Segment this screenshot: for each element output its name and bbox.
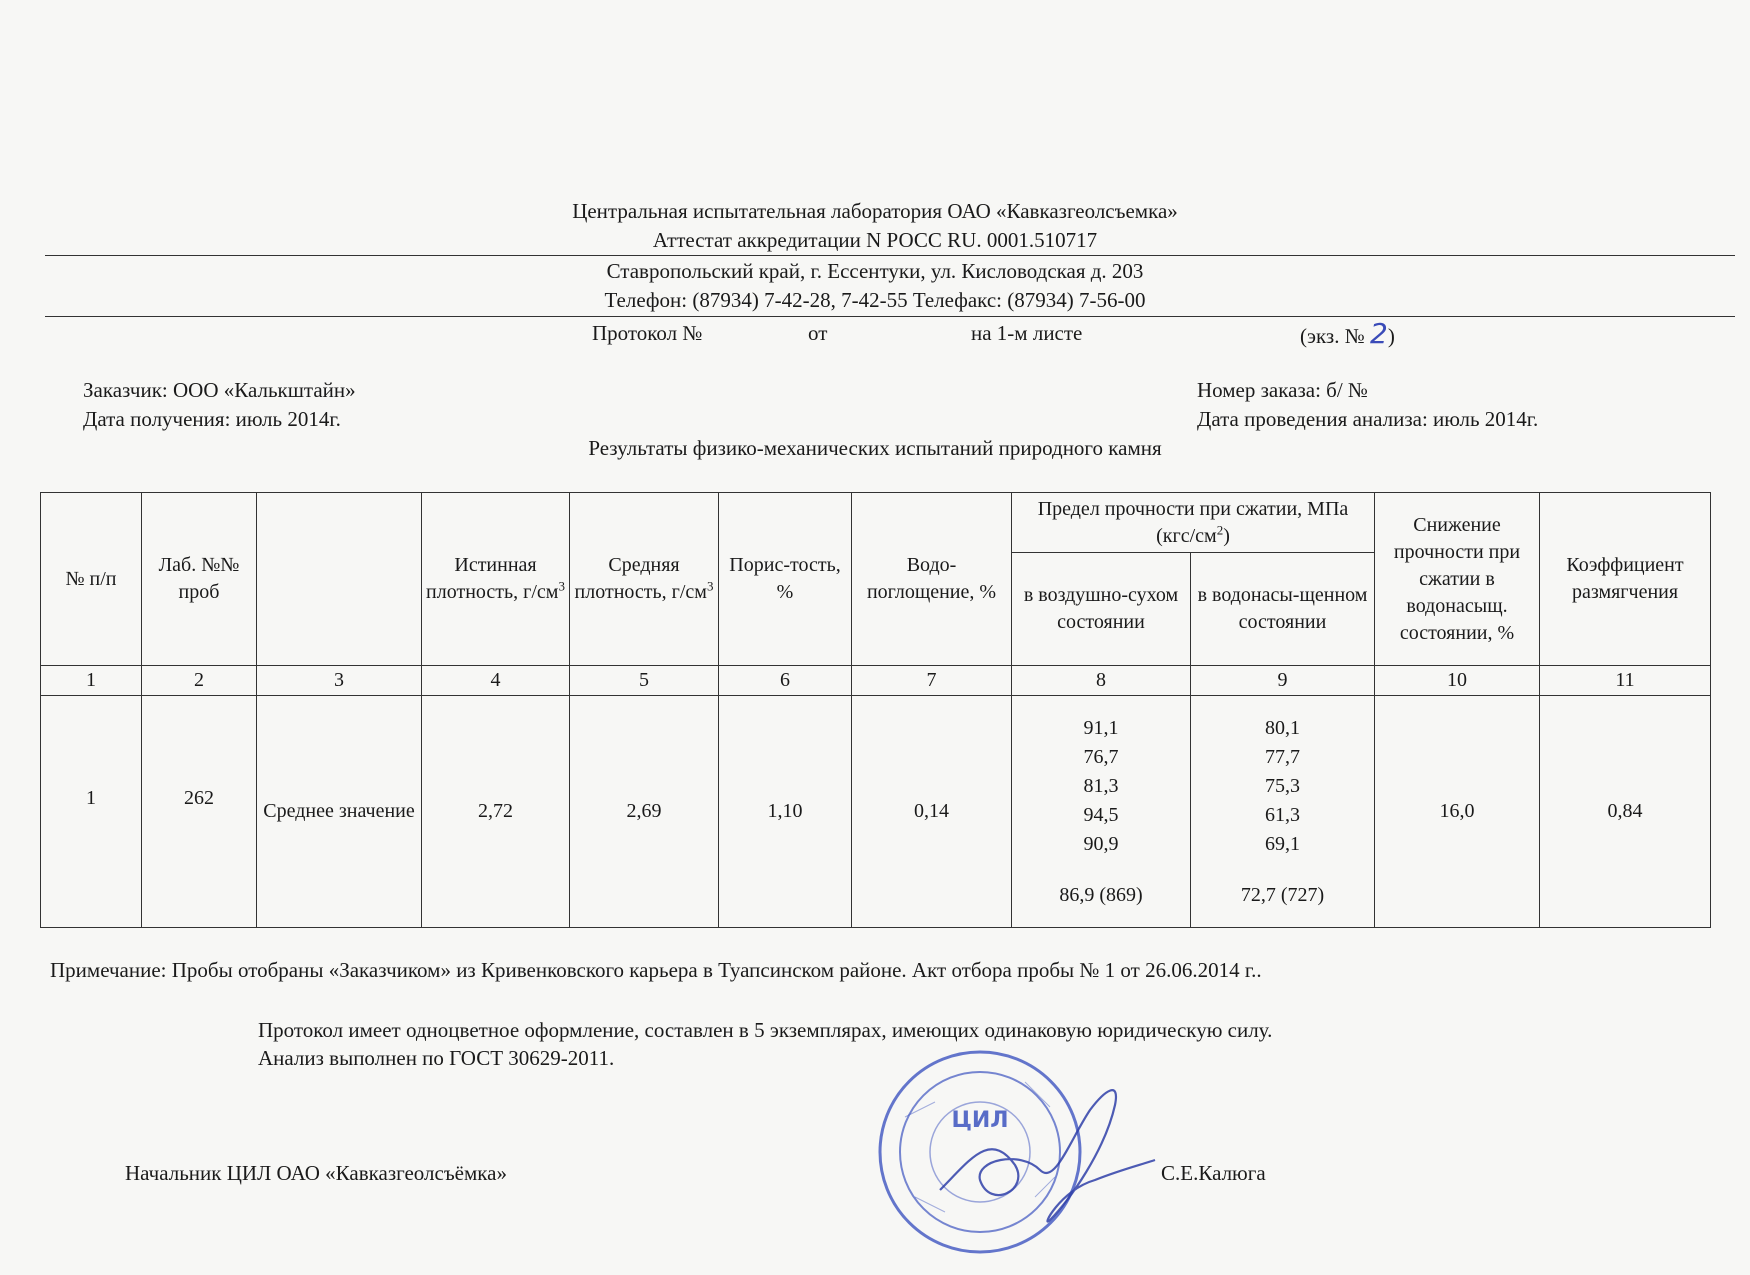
header-wet: в водонасы-щенном состоянии (1191, 553, 1375, 666)
col-number: 10 (1375, 666, 1540, 696)
true-density-value: 2,72 (422, 696, 570, 928)
header-lab: Лаб. №№ проб (142, 493, 257, 666)
avg-density-value: 2,69 (570, 696, 719, 928)
wet-value: 75,3 (1265, 774, 1300, 797)
softening-value: 0,84 (1540, 696, 1711, 928)
address: Ставропольский край, г. Ессентуки, ул. Кисловодская д. 203 (606, 259, 1144, 283)
copy-number: 2 (1370, 317, 1388, 350)
copy-prefix: (экз. № (1300, 324, 1365, 348)
order-number: Номер заказа: б/ № (1197, 378, 1368, 402)
col-number: 9 (1191, 666, 1375, 696)
wet-avg: 72,7 (727) (1240, 883, 1325, 906)
header-blank (257, 493, 422, 666)
header-softening: Коэффициент размягчения (1540, 493, 1711, 666)
protocol-copy (1300, 317, 1395, 350)
dry-value: 81,3 (1083, 774, 1119, 797)
col-number: 2 (142, 666, 257, 696)
dry-value: 94,5 (1083, 803, 1119, 826)
avg-label: Среднее значение (257, 696, 422, 928)
header-porosity: Порис-тость, % (719, 493, 852, 666)
header-num: № п/п (41, 493, 142, 666)
strength-drop-value: 16,0 (1375, 696, 1540, 928)
protocol-sheets: на 1-м листе (971, 321, 1083, 345)
lab-name: Центральная испытательная лаборатория ОАО «Кавказгеолсъемка» (572, 199, 1178, 223)
col-number: 8 (1012, 666, 1191, 696)
column-number-row (41, 666, 1711, 696)
row-lab: 262 (142, 696, 257, 928)
signature-scribble (920, 1070, 1160, 1240)
true-density-sup: 3 (558, 578, 565, 594)
col-number: 11 (1540, 666, 1711, 696)
dry-value: 91,1 (1083, 716, 1119, 739)
strength-close: ) (1223, 524, 1230, 547)
col-number: 7 (852, 666, 1012, 696)
copies-note: Протокол имеет одноцветное оформление, составлен в 5 экземплярах, имеющих одинаковую юридическую силу. (258, 1018, 1273, 1042)
received-date: Дата получения: июль 2014г. (83, 407, 341, 431)
strength-sup: 2 (1216, 521, 1224, 537)
col-number: 4 (422, 666, 570, 696)
phone: Телефон: (87934) 7-42-28, 7-42-55 Телефакс: (87934) 7-56-00 (604, 288, 1146, 312)
header-strength-drop: Снижение прочности при сжатии в водонасыщ. состоянии, % (1375, 493, 1540, 666)
wet-value: 77,7 (1265, 745, 1300, 768)
row-num: 1 (41, 696, 142, 928)
wet-values-cell (1191, 696, 1375, 928)
signer-position: Начальник ЦИЛ ОАО «Кавказгеолсъёмка» (125, 1161, 507, 1185)
note: Примечание: Пробы отобраны «Заказчиком» из Кривенковского карьера в Туапсинском районе. Акт отбора пробы № 1 от 26.06.2014 г.. (50, 958, 1262, 982)
signer-name: С.Е.Калюга (1161, 1161, 1266, 1185)
avg-density-label: Средняя плотность, г/см (574, 554, 707, 603)
dry-values-cell (1012, 696, 1191, 928)
wet-value: 61,3 (1265, 803, 1300, 826)
analysis-date: Дата проведения анализа: июль 2014г. (1197, 407, 1539, 431)
header-avg-density (570, 493, 719, 666)
true-density-label: Истинная плотность, г/см (426, 554, 559, 603)
header-water-absorption: Водо-поглощение, % (852, 493, 1012, 666)
dry-value: 90,9 (1083, 832, 1119, 855)
strength-label: Предел прочности при сжатии, МПа (кгс/см (1037, 497, 1349, 547)
table-row (41, 696, 1711, 928)
col-number: 1 (41, 666, 142, 696)
customer: Заказчик: ООО «Калькштайн» (83, 378, 356, 402)
porosity-value: 1,10 (719, 696, 852, 928)
water-absorption-value: 0,14 (852, 696, 1012, 928)
protocol-label: Протокол № (592, 321, 703, 345)
avg-density-sup: 3 (706, 578, 714, 594)
accreditation: Аттестат аккредитации N РОСС RU. 0001.510717 (652, 228, 1098, 252)
col-number: 5 (570, 666, 719, 696)
copy-suffix: ) (1387, 324, 1395, 348)
wet-value: 69,1 (1265, 832, 1300, 855)
header-strength (1012, 493, 1375, 553)
protocol-from: от (808, 321, 828, 345)
results-title: Результаты физико-механических испытаний природного камня (588, 436, 1162, 460)
header-divider-top (45, 255, 1735, 256)
col-number: 3 (257, 666, 422, 696)
results-table (40, 492, 1711, 928)
dry-avg: 86,9 (869) (1059, 883, 1143, 906)
col-number: 6 (719, 666, 852, 696)
header-dry: в воздушно-сухом состоянии (1012, 553, 1191, 666)
stamp-text: ЦИЛ (951, 1108, 1009, 1133)
header-true-density (422, 493, 570, 666)
gost-note: Анализ выполнен по ГОСТ 30629-2011. (258, 1046, 615, 1070)
header-divider-bottom (45, 316, 1735, 317)
dry-value: 76,7 (1083, 745, 1119, 768)
wet-value: 80,1 (1265, 716, 1300, 739)
